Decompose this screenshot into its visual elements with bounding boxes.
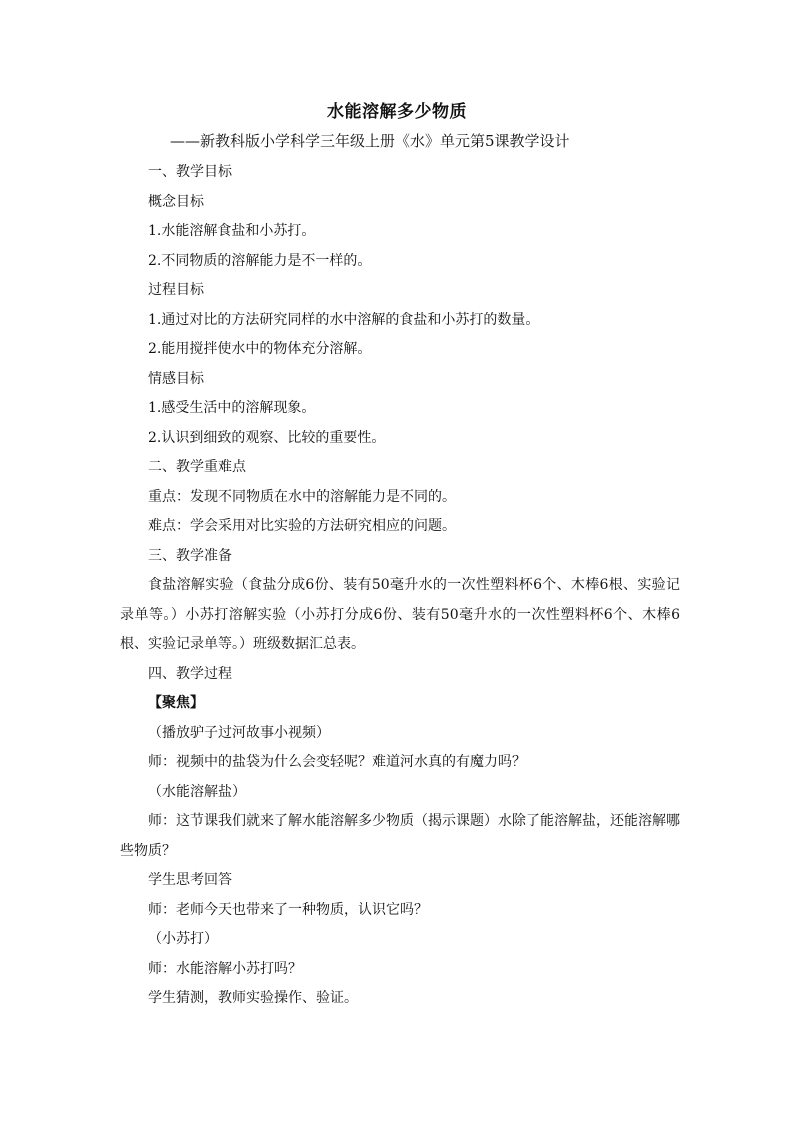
emotion-goal-1: 1.感受生活中的溶解现象。 <box>148 400 316 416</box>
concept-goal-2: 2.不同物质的溶解能力是不一样的。 <box>148 252 372 269</box>
focus-heading: 【聚焦】 <box>148 695 204 711</box>
section-heading-objectives: 一、教学目标 <box>148 164 232 180</box>
section-heading-preparation: 三、教学准备 <box>148 547 232 564</box>
key-point: 重点：发现不同物质在水中的溶解能力是不同的。 <box>148 488 456 505</box>
teacher-question-2: 师：这节课我们就来了解水能溶解多少物质（揭示课题）水除了能溶解盐，还能溶解哪些物质？ <box>120 813 680 859</box>
document-body <box>120 158 680 1014</box>
concept-goal-1: 1.水能溶解食盐和小苏打。 <box>148 223 316 239</box>
document-title: 水能溶解多少物质 <box>327 102 467 122</box>
subheading-concept-goals: 概念目标 <box>148 193 204 210</box>
section-heading-key-points: 二、教学重难点 <box>148 459 246 475</box>
teacher-question-1: 师：视频中的盐袋为什么会变轻呢？难道河水真的有魔力吗？ <box>148 754 526 770</box>
verify-note: 学生猜测，教师实验操作、验证。 <box>148 990 358 1006</box>
soda-note: （小苏打） <box>148 931 218 947</box>
teacher-question-4: 师：水能溶解小苏打吗？ <box>148 960 302 977</box>
student-answer-note: 学生思考回答 <box>148 872 232 888</box>
teacher-question-3: 师：老师今天也带来了一种物质，认识它吗？ <box>148 901 428 918</box>
process-goal-1: 1.通过对比的方法研究同样的水中溶解的食盐和小苏打的数量。 <box>148 311 540 328</box>
section-heading-process: 四、教学过程 <box>148 665 232 682</box>
video-note: （播放驴子过河故事小视频） <box>148 724 330 741</box>
emotion-goal-2: 2.认识到细致的观察、比较的重要性。 <box>148 429 386 446</box>
salt-note: （水能溶解盐） <box>148 783 246 800</box>
preparation-paragraph: 食盐溶解实验（食盐分成6份、装有50毫升水的一次性塑料杯6个、木棒6根、实验记录单等。）小苏打溶解实验（小苏打分成6份、装有50毫升水的一次性塑料杯6个、木棒6根、实验记录单等。）班级数据汇总表。 <box>120 577 680 652</box>
document-subtitle: ——新教科版小学科学三年级上册《水》单元第5课教学设计 <box>170 132 570 150</box>
difficult-point: 难点：学会采用对比实验的方法研究相应的问题。 <box>148 518 456 534</box>
subheading-process-goals: 过程目标 <box>148 282 204 298</box>
process-goal-2: 2.能用搅拌使水中的物体充分溶解。 <box>148 341 372 357</box>
subheading-emotion-goals: 情感目标 <box>148 370 204 387</box>
